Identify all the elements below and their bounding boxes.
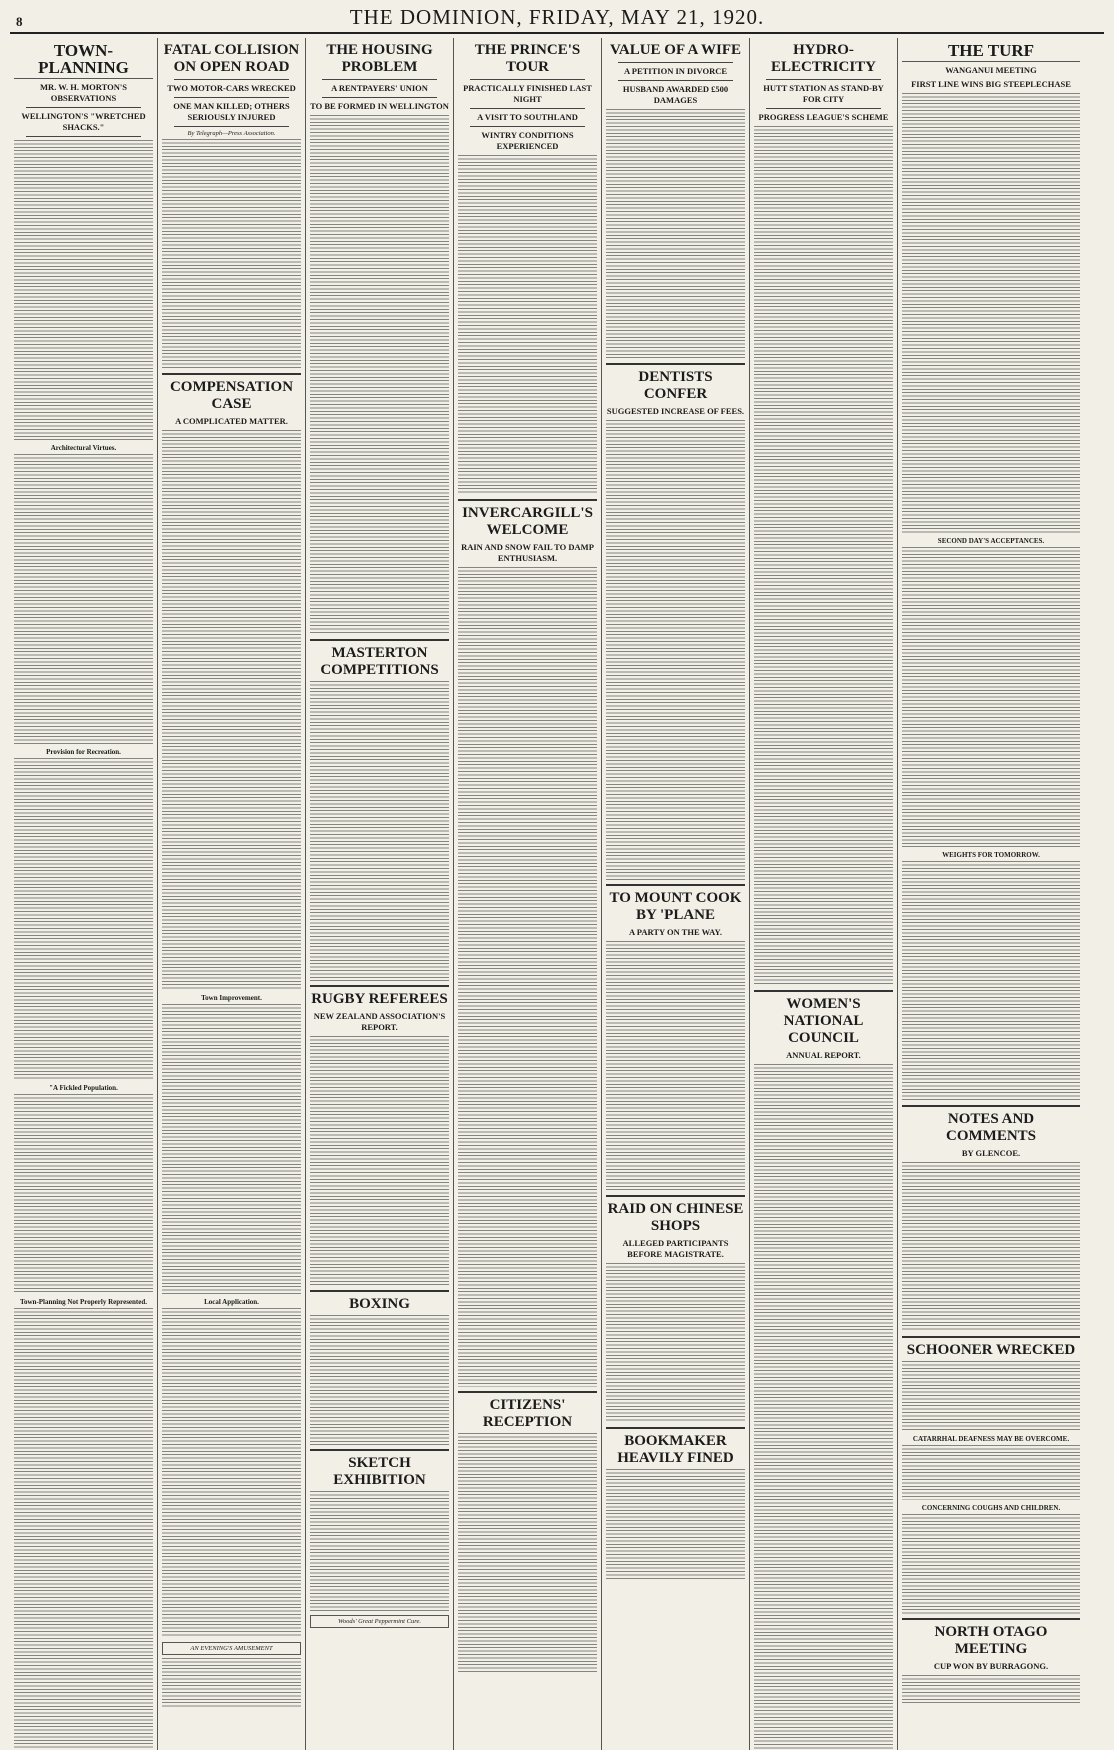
divider [618,62,733,63]
advertisement-text [902,1514,1080,1614]
headline-compensation-case: COMPENSATION CASE [169,379,294,412]
headline-bookmaker-fined: BOOKMAKER HEAVILY FINED [617,1433,734,1466]
article-text [606,941,745,1191]
advertisement-evenings-amusement: AN EVENING'S AMUSEMENT [162,1642,301,1655]
divider [754,990,893,992]
article-text [754,126,893,986]
weights-text [902,861,1080,1101]
article-text [162,139,301,369]
subhead-rain-and-snow: RAIN AND SNOW FAIL TO DAMP ENTHUSIASM. [461,542,594,563]
headline-princes-tour: THE PRINCE'S TOUR [474,42,581,75]
subhead-alleged-participants: ALLEGED PARTICIPANTS BEFORE MAGISTRATE. [622,1238,729,1259]
divider [470,108,585,109]
headline-north-otago-meeting: NORTH OTAGO MEETING [934,1624,1048,1657]
divider [310,1290,449,1292]
article-text [162,430,301,990]
subhead-petition-divorce: A PETITION IN DIVORCE [623,66,728,76]
subhead-finished-last-night: PRACTICALLY FINISHED LAST NIGHT [463,83,592,104]
subhead-increase-of-fees: SUGGESTED INCREASE OF FEES. [606,406,745,416]
article-text [902,1361,1080,1431]
section-second-day-acceptances: SECOND DAY'S ACCEPTANCES. [937,537,1045,545]
headline-sketch-exhibition: SKETCH EXHIBITION [333,1455,426,1488]
subhead-mortons-observations: MR. W. H. MORTON'S OBSERVATIONS [40,82,127,103]
divider [902,1336,1080,1338]
article-text [902,1675,1080,1705]
subhead-one-man-killed: ONE MAN KILLED; OTHERS SERIOUSLY INJURED [173,101,290,122]
headline-invercargills-welcome: INVERCARGILL'S WELCOME [462,505,593,538]
headline-schooner-wrecked: SCHOONER WRECKED [906,1342,1076,1358]
divider [458,499,597,501]
section-local-application: Local Application. [204,1298,259,1306]
headline-masterton-competitions: MASTERTON COMPETITIONS [320,645,439,678]
page-number: 8 [16,14,23,29]
race-results-text [902,93,1080,533]
article-text [310,1315,449,1445]
headline-womens-national-council: WOMEN'S NATIONAL COUNCIL [783,996,864,1046]
article-text [162,1308,301,1638]
divider [310,985,449,987]
section-weights-tomorrow: WEIGHTS FOR TOMORROW. [942,851,1040,859]
divider [310,1449,449,1451]
headline-hydro-electricity: HYDRO-ELECTRICITY [770,42,877,75]
section-architectural-virtues: Architectural Virtues. [50,444,117,452]
column-fatal-collision [158,38,306,1750]
section-provision-recreation: Provision for Recreation. [46,748,121,756]
masthead [10,0,1104,34]
subhead-hutt-station: HUTT STATION AS STAND-BY FOR CITY [763,83,884,104]
headline-dentists-confer: DENTISTS CONFER [638,369,713,402]
article-text [310,1491,449,1611]
divider [606,363,745,365]
ad-catarrhal-deafness: CATARRHAL DEAFNESS MAY BE OVERCOME. [912,1435,1070,1443]
article-text [458,155,597,495]
article-text [458,567,597,1387]
newspaper-title: THE DOMINION, FRIDAY, MAY 21, 1920. [349,5,765,29]
divider [174,79,289,80]
column-value-of-a-wife [602,38,750,1750]
article-text [902,1162,1080,1332]
headline-town-planning: TOWN-PLANNING [14,42,153,79]
subhead-formed-wellington: TO BE FORMED IN WELLINGTON [310,101,449,111]
advertisement-text [162,1658,301,1708]
advertisement-text [902,1445,1080,1500]
article-text [162,1004,301,1294]
article-text [14,454,153,744]
subhead-nz-association-report: NEW ZEALAND ASSOCIATION'S REPORT. [313,1011,446,1032]
section-town-planning-represented: Town-Planning Not Properly Represented. [19,1298,148,1306]
subhead-visit-southland: A VISIT TO SOUTHLAND [477,112,578,122]
headline-value-of-wife: VALUE OF A WIFE [609,42,741,58]
divider [470,79,585,80]
headline-rugby-referees: RUGBY REFEREES [311,991,448,1007]
divider [766,108,881,109]
divider [902,1105,1080,1107]
headline-mount-cook-plane: TO MOUNT COOK BY 'PLANE [609,890,742,923]
subhead-rentpayers-union: A RENTPAYERS' UNION [331,83,428,93]
article-text [310,681,449,981]
article-text [606,420,745,880]
divider [322,97,437,98]
headline-citizens-reception: CITIZENS' RECEPTION [482,1397,573,1430]
columns [10,34,1104,1750]
divider [606,884,745,886]
divider [162,373,301,375]
divider [902,1618,1080,1620]
divider [606,1195,745,1197]
subhead-first-line-wins: FIRST LINE WINS BIG STEEPLECHASE [911,79,1071,89]
article-text [754,1064,893,1750]
advertisement-peppermint-cure: Woods' Great Peppermint Cure. [310,1615,449,1628]
column-town-planning [10,38,158,1750]
subhead-party-on-way: A PARTY ON THE WAY. [629,927,722,937]
article-text [606,109,745,359]
subhead-complicated-matter: A COMPLICATED MATTER. [175,416,288,426]
divider [618,80,733,81]
section-fickled-population: "A Fickled Population. [49,1084,118,1092]
divider [26,107,141,108]
headline-notes-and-comments: NOTES AND COMMENTS [946,1111,1036,1144]
divider [174,126,289,127]
article-text [310,115,449,635]
divider [26,136,141,137]
article-text [14,758,153,1080]
ad-coughs-and-children: CONCERNING COUGHS AND CHILDREN. [921,1504,1061,1512]
divider [322,79,437,80]
dateline: By Telegraph—Press Association. [187,130,276,137]
column-housing-problem [306,38,454,1750]
subhead-wretched-shacks: WELLINGTON'S "WRETCHED SHACKS." [21,111,146,132]
headline-fatal-collision: FATAL COLLISION ON OPEN ROAD [163,42,300,75]
headline-boxing: BOXING [349,1296,410,1312]
subhead-cars-wrecked: TWO MOTOR-CARS WRECKED [167,83,296,93]
subhead-progress-league: PROGRESS LEAGUE'S SCHEME [758,112,889,122]
column-hydro-electricity [750,38,898,1750]
article-text [606,1263,745,1423]
article-text [14,1094,153,1294]
divider [174,97,289,98]
subhead-wanganui-meeting: WANGANUI MEETING [945,65,1037,75]
acceptances-text [902,547,1080,847]
divider [606,1427,745,1429]
subhead-wintry-conditions: WINTRY CONDITIONS EXPERIENCED [481,130,574,151]
headline-the-turf: THE TURF [902,42,1080,62]
divider [458,1391,597,1393]
divider [310,639,449,641]
subhead-annual-report: ANNUAL REPORT. [786,1050,861,1060]
column-princes-tour [454,38,602,1750]
article-text [458,1433,597,1673]
article-text [606,1469,745,1579]
article-text [14,1308,153,1748]
article-text [14,140,153,440]
column-the-turf [898,38,1084,1750]
subhead-husband-awarded: HUSBAND AWARDED £500 DAMAGES [622,84,729,105]
byline-glencoe: BY GLENCOE. [961,1148,1021,1158]
article-text [310,1036,449,1286]
section-town-improvement: Town Improvement. [201,994,262,1002]
headline-raid-chinese-shops: RAID ON CHINESE SHOPS [607,1201,744,1234]
subhead-cup-won-burragong: CUP WON BY BURRAGONG. [933,1661,1049,1671]
divider [766,79,881,80]
headline-housing-problem: THE HOUSING PROBLEM [326,42,433,75]
divider [470,126,585,127]
